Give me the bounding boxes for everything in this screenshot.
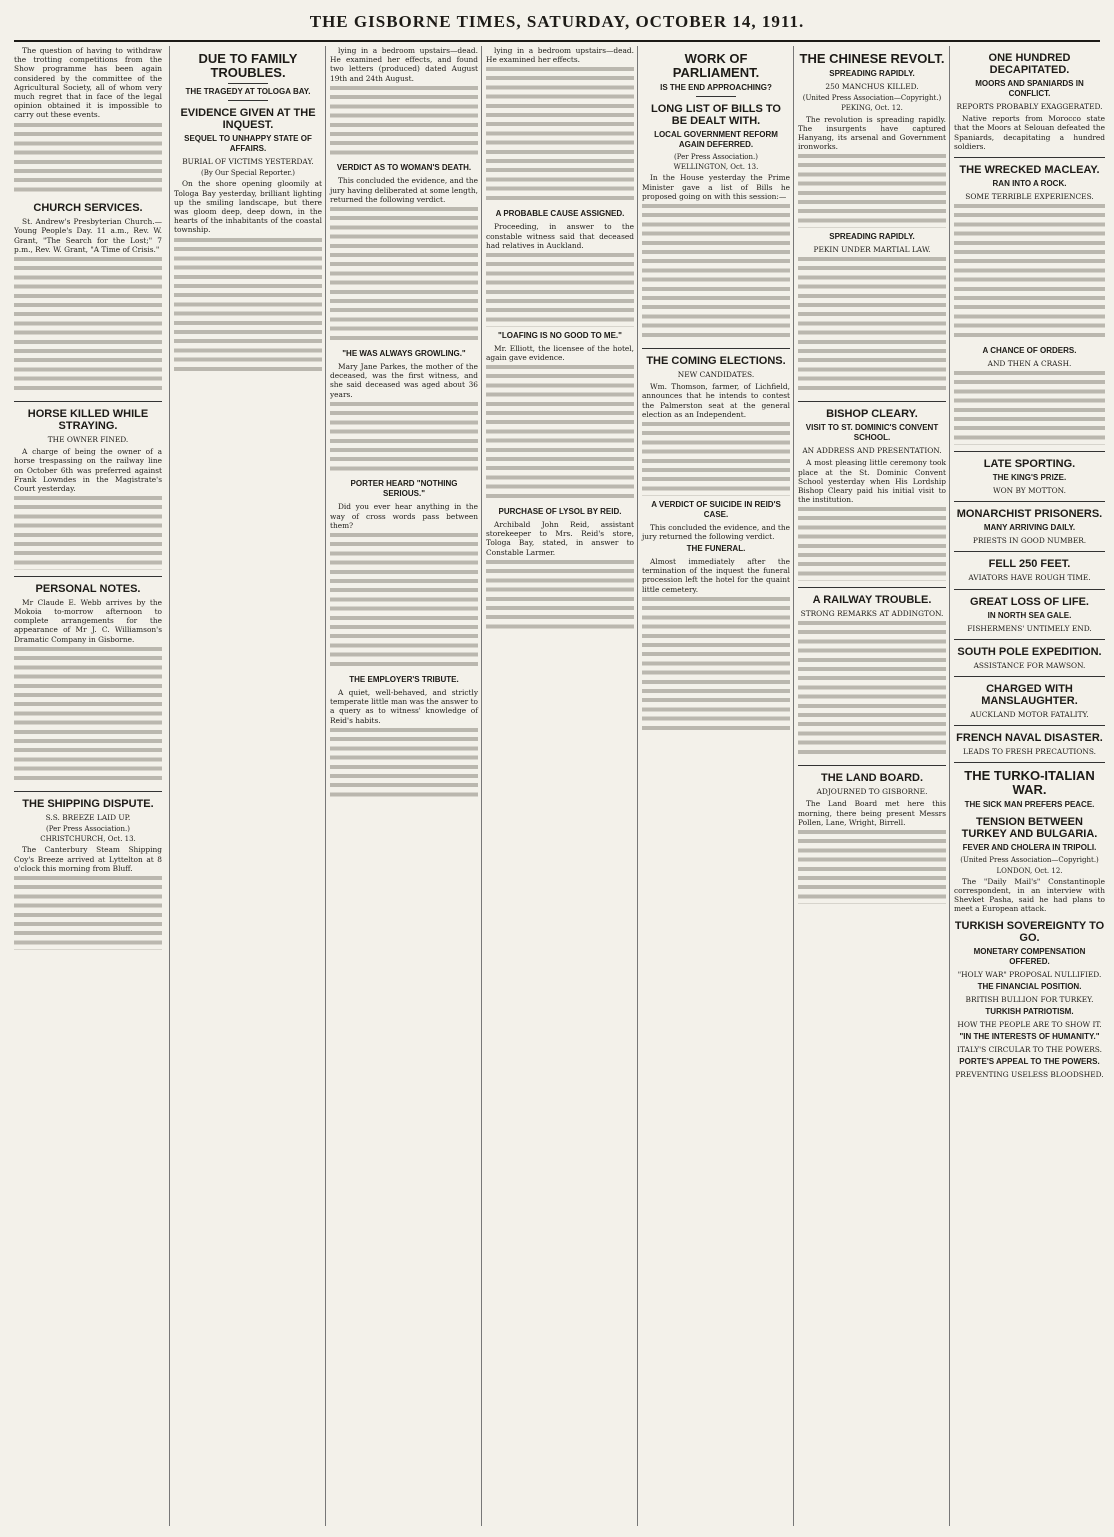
life-headline: GREAT LOSS OF LIFE. [970,595,1089,608]
life-subhead: IN NORTH SEA GALE. [987,610,1072,620]
filler-text [486,253,634,327]
pole-minor: ASSISTANCE FOR MAWSON. [973,660,1086,670]
shipping-text: The Canterbury Steam Shipping Coy's Breeze arrived at Lyttelton at 8 o'clock this morning from Bluff. [14,845,162,873]
masthead-title: THE GISBORNE TIMES, SATURDAY, OCTOBER 14, 1911. [309,12,805,31]
filler-text [798,257,946,395]
body-text-lines [174,238,322,376]
sovereignty-subhead: MONETARY COMPENSATION OFFERED. [973,946,1086,966]
filler-text [14,647,162,785]
war-dateline: LONDON, Oct. 12. [996,866,1063,875]
employer-text: A quiet, well-behaved, and strictly temperate little man was the answer to a query as to witness' knowledge of Reid's habits. [330,688,478,725]
chinese-source: (United Press Association—Copyright.) [802,94,942,103]
body-text-lines [14,257,162,395]
macleay-headline: THE WRECKED MACLEAY. [959,164,1100,177]
filler-text [330,207,478,345]
shipping-source: (Per Press Association.) [46,825,130,834]
columns [14,46,1104,1526]
body-text-lines [798,507,946,581]
divider [14,576,162,577]
divider [14,791,162,792]
fell-minor: AVIATORS HAVE ROUGH TIME. [968,573,1091,583]
divider [954,589,1105,590]
filler-text [954,371,1105,445]
inquest-text: lying in a bedroom upstairs—dead. He examined her effects, and found two letters (produced) dated August 19th and 24th August. [330,46,478,83]
filler-text [174,238,322,376]
body-text-lines [954,371,1105,445]
filler-text [642,597,790,735]
body-text-lines [798,830,946,904]
manchus-line: 250 MANCHUS KILLED. [825,82,919,91]
chinese-dateline: PEKING, Oct. 12. [841,104,903,113]
naval-headline: FRENCH NAVAL DISASTER. [956,732,1103,745]
bills-subhead: LOCAL GOVERNMENT REFORM AGAIN DEFERRED. [654,130,778,149]
elections-headline: THE COMING ELECTIONS. [646,355,786,368]
body-text-lines [486,560,634,634]
humanity-headline: "IN THE INTERESTS OF HUMANITY." [959,1032,1100,1042]
column-7 [949,46,1105,1526]
porte-minor: PREVENTING USELESS BLOODSHED. [955,1070,1104,1080]
filler-text [798,154,946,228]
body-text-lines [642,597,790,735]
orders-minor: AND THEN A CRASH. [987,359,1072,369]
filler-text [330,728,478,802]
monarchist-minor: PRIESTS IN GOOD NUMBER. [972,536,1087,546]
body-text-lines [330,207,478,345]
parliament-dateline: WELLINGTON, Oct. 13. [673,163,759,172]
funeral-text: Almost immediately after the termination of the inquest the funeral procession left the hotel for the quaint little cemetery. [642,557,790,594]
growling-text: Mary Jane Parkes, the mother of the deceased, was the first witness, and she said deceased was aged about 36 years. [330,362,478,399]
body-text-lines [642,422,790,496]
dash [228,100,268,101]
sovereignty-headline: TURKISH SOVEREIGNTY TO GO. [954,919,1105,944]
bishop-minor: AN ADDRESS AND PRESENTATION. [802,446,942,456]
fever-subhead: FEVER AND CHOLERA IN TRIPOLI. [962,843,1097,853]
land-minor: ADJOURNED TO GISBORNE. [816,787,928,797]
body-text-lines [14,647,162,785]
body-text-lines [14,876,162,950]
sporting-subhead: THE KING'S PRIZE. [992,473,1067,483]
bills-headline: LONG LIST OF BILLS TO BE DEALT WITH. [651,103,781,127]
bishop-text: A most pleasing little ceremony took place at the St. Dominic Convent School yesterday when His Lordship Bishop Cleary paid his initial visit to the institution. [798,458,946,505]
filler-text [330,402,478,476]
divider [954,551,1105,552]
financial-minor: BRITISH BULLION FOR TURKEY. [965,994,1094,1004]
porte-headline: PORTE'S APPEAL TO THE POWERS. [959,1057,1100,1067]
horse-text: A charge of being the owner of a horse trespassing on the railway line on October 6th was preferred against Frank Lowndes in the Magistrate's Court yesterday. [14,447,162,494]
patriotism-minor: HOW THE PEOPLE ARE TO SHOW IT. [957,1020,1102,1030]
parliament-source: (Per Press Association.) [674,153,758,161]
pole-headline: SOUTH POLE EXPEDITION. [957,645,1102,658]
macleay-minor: SOME TERRIBLE EXPERIENCES. [965,192,1094,202]
porter-subhead: PORTER HEARD "NOTHING SERIOUS." [350,479,458,499]
divider [954,157,1105,158]
life-minor: FISHERMENS' UNTIMELY END. [967,623,1092,633]
suicide-subhead: A VERDICT OF SUICIDE IN REID'S CASE. [651,499,781,519]
masthead [0,6,1114,36]
filler-text [14,876,162,950]
purchase-subhead: PURCHASE OF LYSOL BY REID. [498,507,622,517]
porter-text: Did you ever hear anything in the way of cross words pass between them? [330,502,478,530]
railway-minor: STRONG REMARKS AT ADDINGTON. [800,609,944,619]
filler-text [798,830,946,904]
land-headline: THE LAND BOARD. [820,772,924,785]
filler-text [330,86,478,160]
inquest-headline: EVIDENCE GIVEN AT THE INQUEST. [180,107,316,131]
body-text-lines [330,86,478,160]
humanity-minor: ITALY'S CIRCULAR TO THE POWERS. [957,1045,1102,1055]
body-text-lines [798,621,946,759]
fell-headline: FELL 250 FEET. [988,558,1071,571]
tension-headline: TENSION BETWEEN TURKEY AND BULGARIA. [961,816,1098,841]
body-text-lines [954,204,1105,342]
charged-headline: CHARGED WITH MANSLAUGHTER. [981,683,1078,708]
filler-text [798,507,946,581]
column-2 [169,46,326,1526]
charged-minor: AUCKLAND MOTOR FATALITY. [970,710,1089,720]
martial-law-line: PEKIN UNDER MARTIAL LAW. [813,245,931,255]
dash [696,96,736,97]
reporter-line: (By Our Special Reporter.) [200,169,296,178]
elections-subhead: NEW CANDIDATES. [677,370,755,380]
naval-minor: LEADS TO FRESH PRECAUTIONS. [963,747,1096,757]
church-text: St. Andrew's Presbyterian Church.—Young People's Day. 11 a.m., Rev. W. Grant, "The Search for the Lost;" 7 p.m., Rev. W. Grant, "A Time of Crisis." [14,217,162,254]
bishop-subhead: VISIT TO ST. DOMINIC'S CONVENT SCHOOL. [805,423,939,443]
divider [954,725,1105,726]
decapitated-subhead: MOORS AND SPANIARDS IN CONFLICT. [975,79,1084,98]
body-text-lines [330,402,478,476]
financial-headline: THE FINANCIAL POSITION. [977,981,1082,991]
column-1 [14,46,166,1526]
parliament-text: In the House yesterday the Prime Minister gave a list of Bills he proposed going on with this session:— [642,173,790,201]
filler-text [954,204,1105,342]
war-subhead: THE SICK MAN PREFERS PEACE. [964,800,1095,810]
body-text-lines [330,533,478,671]
filler-text [14,496,162,570]
filler-text [798,621,946,759]
spreading-subhead: SPREADING RAPIDLY. [829,232,915,242]
bishop-headline: BISHOP CLEARY. [826,408,918,421]
body-text-lines [486,253,634,327]
filler-text [486,365,634,503]
patriotism-headline: TURKISH PATRIOTISM. [985,1007,1074,1017]
sporting-headline: LATE SPORTING. [983,458,1076,471]
filler-text [486,67,634,205]
divider [954,676,1105,677]
body-text-lines [642,204,790,342]
personal-text: Mr Claude E. Webb arrives by the Mokoia to-morrow afternoon to complete arrangements for the appearance of Mr J. C. Williamson's Dramatic Company in Gisborne. [14,597,162,644]
parliament-subhead: IS THE END APPROACHING? [660,83,772,92]
land-text: The Land Board met here this morning, there being present Messrs Pollen, Lane, Wright, Birrell. [798,799,946,827]
tragedy-subhead: THE TRAGEDY AT TOLOGA BAY. [185,87,311,96]
sovereignty-minor: "HOLY WAR" PROPOSAL NULLIFIED. [957,969,1102,979]
war-text: The "Daily Mail's" Constantinople correspondent, in an interview with Shevket Pasha, said he had plans to meet a European attack. [954,876,1105,914]
decapitated-minor: REPORTS PROBABLY EXAGGERATED. [956,102,1103,111]
divider [798,401,946,402]
column-6 [793,46,950,1526]
employer-subhead: THE EMPLOYER'S TRIBUTE. [349,675,459,685]
orders-headline: A CHANCE OF ORDERS. [982,346,1077,356]
show-article: The question of having to withdraw the trotting competitions from the Show programme has been again considered by the committee of the Agricultural Society, all of whom very much regret that in face of the legal opinion obtained it is impossible to carry out these events. [14,46,162,120]
monarchist-subhead: MANY ARRIVING DAILY. [983,523,1076,533]
shipping-subhead: S.S. BREEZE LAID UP. [45,812,131,822]
war-source: (United Press Association—Copyright.) [960,856,1099,865]
parliament-headline: WORK OF PARLIAMENT. [672,51,760,80]
suicide-text: This concluded the evidence, and the jury returned the following verdict. [642,522,790,541]
verdict-text: This concluded the evidence, and the jury having deliberated at some length, returned the following verdict. [330,176,478,204]
personal-headline: PERSONAL NOTES. [35,582,141,595]
body-text-lines [798,154,946,228]
chinese-text: The revolution is spreading rapidly. The insurgents have captured Hanyang, its arsenal and Government ironworks. [798,114,946,152]
filler-text [14,257,162,395]
shipping-dateline: CHRISTCHURCH, Oct. 13. [40,835,136,844]
filler-text [14,123,162,197]
horse-subhead: THE OWNER FINED. [47,435,129,445]
filler-text [642,422,790,496]
divider [954,762,1105,763]
filler-text [330,533,478,671]
sporting-minor: WON BY MOTTON. [992,486,1067,496]
verdict-subhead: VERDICT AS TO WOMAN'S DEATH. [336,163,472,173]
divider [798,765,946,766]
funeral-subhead: THE FUNERAL. [686,544,746,554]
tragedy-headline: DUE TO FAMILY TROUBLES. [198,51,298,80]
chinese-subhead: SPREADING RAPIDLY. [829,69,915,78]
cause-subhead: A PROBABLE CAUSE ASSIGNED. [495,209,625,219]
elections-text: Wm. Thomson, farmer, of Lichfield, announces that he intends to contest the Palmerston seat at the general election as an Independent. [642,382,790,419]
body-text-lines [798,257,946,395]
dash [228,83,268,84]
column-3 [325,46,482,1526]
column-4 [481,46,638,1526]
tragedy-text: On the shore opening gloomily at Tologa Bay yesterday, brilliant lighting up the smiling landscape, but there was gloom deep, deep down, in the hearts of the inhabitants of the coastal township. [174,179,322,235]
purchase-text: Archibald John Reid, assistant storekeeper to Mrs. Reid's store, Tologa Bay, stated, in answer to Constable Larmer. [486,520,634,557]
filler-text [486,560,634,634]
divider [798,587,946,588]
monarchist-headline: MONARCHIST PRISONERS. [956,508,1103,521]
inquest-subhead: SEQUEL TO UNHAPPY STATE OF AFFAIRS. [184,134,312,153]
cause-text: Proceeding, in answer to the constable witness said that deceased had relatives in Auckland. [486,222,634,250]
decapitated-headline: ONE HUNDRED DECAPITATED. [988,52,1071,76]
column-5 [637,46,794,1526]
war-headline: THE TURKO-ITALIAN WAR. [964,768,1095,798]
loafing-text: Mr. Elliott, the licensee of the hotel, again gave evidence. [486,343,634,362]
shipping-headline: THE SHIPPING DISPUTE. [22,797,154,810]
railway-headline: A RAILWAY TROUBLE. [812,594,932,607]
inquest-continued: lying in a bedroom upstairs—dead. He examined her effects. [486,46,634,65]
divider [642,348,790,349]
divider [954,639,1105,640]
loafing-subhead: "LOAFING IS NO GOOD TO ME." [498,330,622,340]
body-text-lines [14,496,162,570]
horse-headline: HORSE KILLED WHILE STRAYING. [27,408,149,433]
body-text-lines [486,365,634,503]
chinese-headline: THE CHINESE REVOLT. [799,51,945,66]
divider [954,451,1105,452]
growling-subhead: "HE WAS ALWAYS GROWLING." [342,349,466,359]
masthead-rule [14,40,1100,42]
body-text-lines [14,123,162,197]
body-text-lines [330,728,478,802]
decapitated-text: Native reports from Morocco state that the Moors at Selouan defeated the Spaniards, decapitating a hundred soldiers. [954,114,1105,151]
body-text-lines [486,67,634,205]
divider [14,401,162,402]
divider [954,501,1105,502]
macleay-subhead: RAN INTO A ROCK. [992,179,1067,189]
church-headline: CHURCH SERVICES. [33,202,143,215]
burial-line: BURIAL OF VICTIMS YESTERDAY. [182,157,314,166]
filler-text [642,204,790,342]
